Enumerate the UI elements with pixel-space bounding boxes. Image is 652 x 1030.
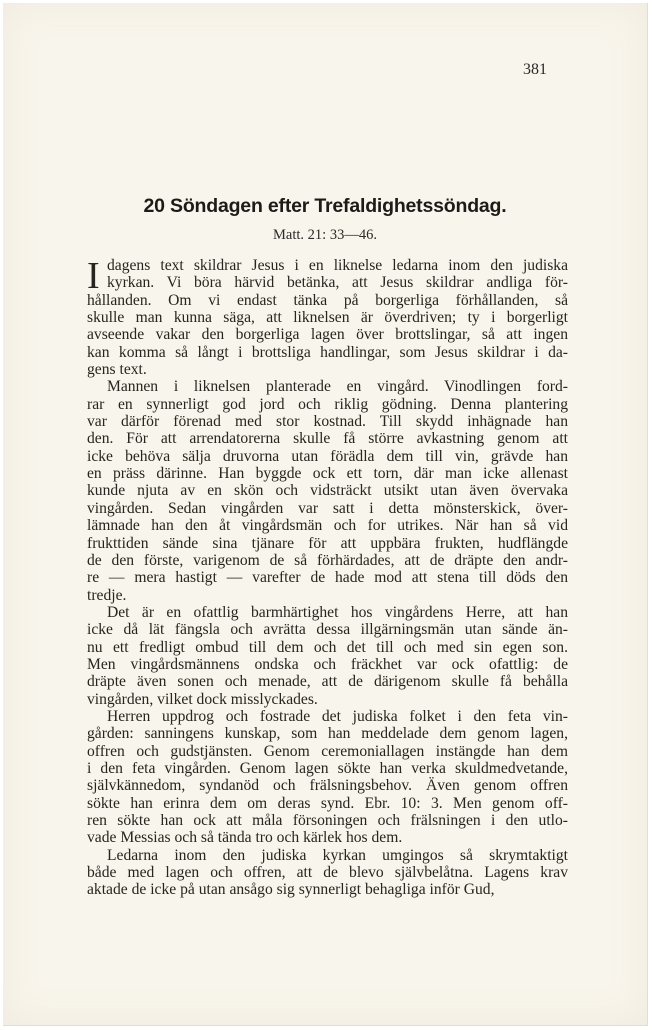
page-number: 381 (523, 61, 547, 78)
paragraph (87, 847, 568, 899)
text-line: de den förste, varigenom de så förhärdades, att de dräpte den andr- (87, 551, 568, 569)
paragraph (87, 604, 568, 708)
drop-cap: I (87, 255, 100, 297)
text-line: kan komma så långt i brottsliga handlingar, som Jesus skildrar i da- (87, 343, 568, 361)
text-line: både med lagen och offren, att de blevo självbelåtna. Lagens krav (87, 864, 568, 882)
text-line: Men vingårdsmännens ondska och fräckhet var ock ofattlig: de (87, 655, 568, 673)
text-line: i den feta vingården. Genom lagen sökte han verka skuldmedvetande, (87, 759, 568, 777)
text-line: Herren uppdrog och fostrade det judiska folket i den feta vin- (107, 707, 568, 725)
text-line: Det är en ofattlig barmhärtighet hos vingårdens Herre, att han (107, 603, 568, 621)
text-line: aktade de icke på utan ansågo sig synnerligt behagliga inför Gud, (87, 881, 495, 899)
book-page (3, 3, 648, 1026)
text-line: gens text. (87, 361, 147, 379)
text-line: lämnade han den åt vingårdsmän och for utrikes. När han så vid (87, 517, 568, 535)
text-line: Mannen i liknelsen planterade en vingård. Vinodlingen ford- (107, 378, 568, 396)
body-text (87, 257, 568, 899)
text-line: vingården. Sedan vingården var satt i detta mönsterskick, över- (87, 499, 568, 517)
text-line: en präss därinne. Han byggde ock ett torn, där man icke allenast (87, 465, 568, 483)
text-line: var därför förenad med stor kostnad. Till skydd inhägnade han (87, 413, 568, 431)
paragraph (87, 378, 568, 603)
paragraph (87, 708, 568, 847)
text-line: kunde njuta av en skön och vidsträckt utsikt utan även övervaka (87, 482, 568, 500)
text-line: dagens text skildrar Jesus i en liknelse ledarna inom den judiska (107, 257, 568, 274)
text-line: avseende vakar den borgerliga lagen över brottslingar, så att ingen (87, 326, 568, 344)
text-line: gården: sanningens kunskap, som han meddelade dem genom lagen, (87, 725, 568, 743)
text-line: självkännedom, syndanöd och frälsningsbehov. Även genom offren (87, 777, 568, 795)
text-line: frukttiden sände sina tjänare för att uppbära frukten, hudflängde (87, 534, 568, 552)
text-line: Ledarna inom den judiska kyrkan umgingos så skrymtaktigt (107, 846, 568, 864)
paragraph (87, 257, 568, 378)
scripture-reference: Matt. 21: 33—46. (273, 227, 377, 243)
text-line: offren och gudstjänsten. Genom ceremoniallagen instängde han dem (87, 742, 568, 760)
text-line: tredje. (87, 586, 127, 604)
text-line: kyrkan. Vi böra härvid betänka, att Jesus skildrar andliga för- (107, 274, 568, 292)
text-line: sökte han erinra dem om deras synd. Ebr. 10: 3. Men genom off- (87, 794, 568, 812)
text-line: skulle man kunna säga, att liknelsen är överdriven; ty i borgerligt (87, 309, 568, 327)
text-line: dräpte även sonen och menade, att de därigenom skulle få behålla (87, 673, 568, 691)
text-line: vingården, vilket dock misslyckades. (87, 690, 318, 708)
text-line: den. För att arrendatorerna skulle få större avkastning genom att (87, 430, 568, 448)
text-line: ren sökte han ock att måla försoningen och frälsningen i den utlo- (87, 812, 568, 829)
text-line: re — mera hastigt — varefter de hade mod att stena till döds den (87, 569, 568, 587)
text-line: icke behöva sälja druvorna utan förädla dem till vin, grävde han (87, 447, 568, 465)
text-line: icke då lät fängsla och avrätta dessa illgärningsmän utan sände än- (87, 621, 568, 639)
chapter-title: 20 Söndagen efter Trefaldighetssöndag. (143, 195, 507, 217)
text-line: hållanden. Om vi endast tänka på borgerliga förhållanden, så (87, 291, 568, 309)
text-line: rar en synnerligt god jord och riklig gödning. Denna plantering (87, 395, 568, 413)
text-line: vade Messias och så tända tro och kärlek hos dem. (87, 829, 403, 847)
text-line: nu ett fredligt ombud till dem och det till och med sin egen son. (87, 638, 568, 656)
